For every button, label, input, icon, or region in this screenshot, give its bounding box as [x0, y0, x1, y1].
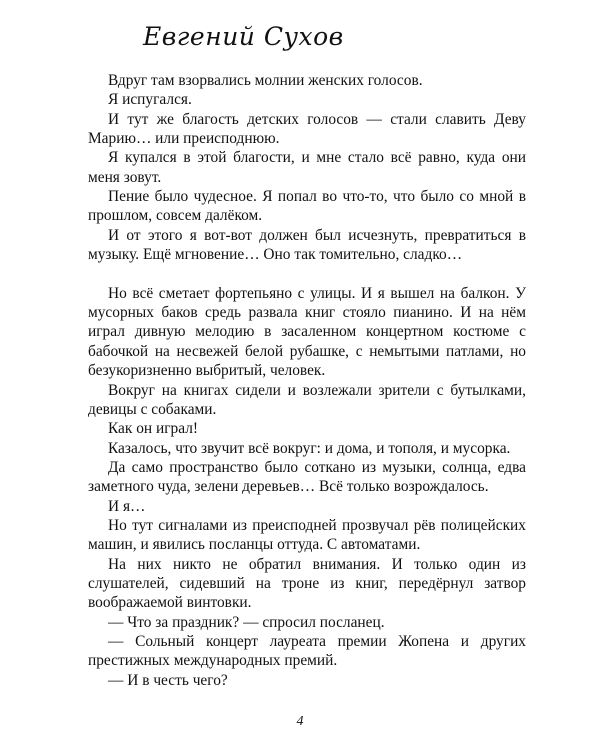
dialogue-line: — Сольный концерт лауреата премии Жопена и других престижных международных премий. [88, 632, 526, 670]
paragraph: Да само пространство было соткано из музыки, солнца, едва заметного чуда, зелени деревьев… Всё только возрождалось. [88, 458, 526, 496]
paragraph: Я купался в этой благости, и мне стало всё равно, куда они меня зовут. [88, 149, 526, 186]
dialogue-line: — И в честь чего? [108, 671, 228, 689]
paragraph: Казалось, что звучит всё вокруг: и дома, и тополя, и мусорка. [108, 439, 511, 457]
paragraph: И от этого я вот-вот должен был исчезнуть, превратиться в музыку. Ещё мгновение… Оно так томительно, сладко… [88, 226, 526, 264]
running-head-author: Евгений Сухов [143, 22, 344, 51]
paragraph: Но тут сигналами из преисподней прозвучал рёв полицейских машин, и явились посланцы оттуда. С автоматами. [88, 516, 526, 554]
page-number: 4 [296, 714, 304, 729]
paragraph: Вдруг там взорвались молнии женских голосов. [108, 72, 423, 89]
paragraph: Пение было чудесное. Я попал во что-то, что было со мной в прошлом, совсем далёком. [88, 188, 526, 225]
paragraph: Но всё сметает фортепьяно с улицы. И я вышел на балкон. У мусорных баков средь развала книг стояло пианино. И на нём играл дивную мелодию в засаленном концертном костюме с бабочкой на несвежей белой рубашке, с немытыми патлами, но безукоризненно выбритый, человек. [88, 284, 526, 380]
paragraph: Я испугался. [108, 91, 192, 109]
paragraph: На них никто не обратил внимания. И только один из слушателей, сидевший на троне из книг, передёрнул затвор воображаемой винтовки. [88, 555, 526, 612]
paragraph: И тут же благость детских голосов — стали славить Деву Марию… или преисподнюю. [88, 110, 526, 148]
paragraph: Как он играл! [108, 420, 199, 438]
dialogue-line: — Что за праздник? — спросил посланец. [108, 613, 385, 631]
paragraph: Вокруг на книгах сидели и возлежали зрители с бутылками, девицы с собаками. [88, 381, 526, 418]
section-break [88, 264, 526, 283]
paragraph: И я… [108, 497, 146, 515]
body-text [88, 71, 526, 690]
